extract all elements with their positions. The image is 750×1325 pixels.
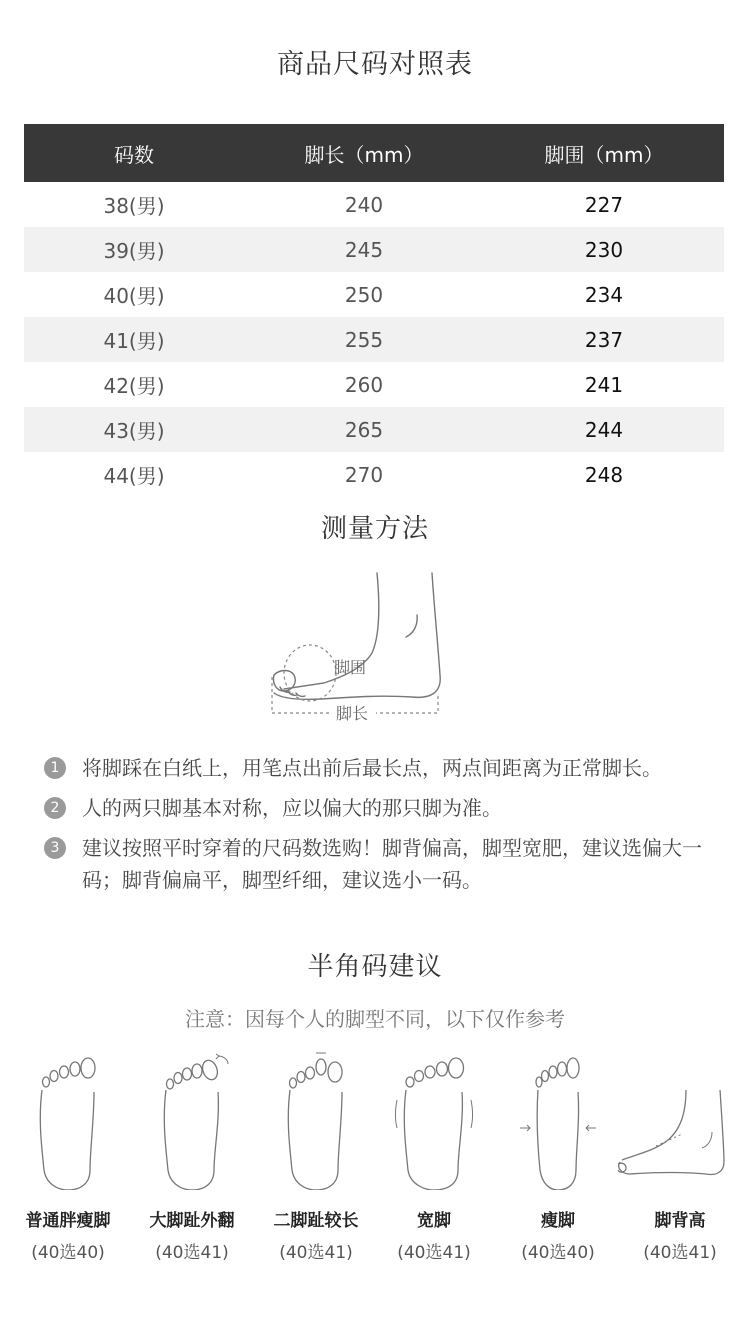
foot-type-item: [6, 1050, 130, 1264]
size-table: [24, 124, 724, 497]
cell-size: 42(男): [103, 374, 165, 398]
table-row: [24, 317, 724, 362]
table-row: [24, 182, 724, 227]
foot-side-view-icon: [262, 565, 452, 725]
foot-type-size: (40选40): [521, 1243, 595, 1263]
foot-type-item: [372, 1050, 496, 1264]
foot-type-item: [496, 1050, 620, 1264]
measure-tips: [44, 752, 734, 904]
foot-type-name: 脚背高: [654, 1211, 706, 1231]
girth-label: 脚围: [334, 660, 367, 677]
foot-type-size: (40选40): [31, 1243, 105, 1263]
cell-size: 38(男): [103, 194, 165, 218]
table-row: [24, 362, 724, 407]
cell-girth: 248: [584, 462, 624, 487]
cell-length: 240: [344, 192, 384, 217]
cell-length: 245: [344, 237, 384, 262]
tip-number-badge: 3: [44, 837, 66, 859]
foot-type-size: (40选41): [279, 1243, 353, 1263]
cell-size: 43(男): [103, 419, 165, 443]
table-row: [24, 227, 724, 272]
cell-length: 255: [344, 327, 384, 352]
foot-type-name: 宽脚: [417, 1211, 451, 1231]
foot-type-name: 普通胖瘦脚: [25, 1211, 111, 1231]
cell-size: 39(男): [103, 239, 165, 263]
cell-length: 265: [344, 417, 384, 442]
normal-foot-icon: [28, 1050, 108, 1190]
cell-girth: 227: [584, 192, 624, 217]
foot-type-item: [130, 1050, 254, 1264]
cell-girth: 237: [584, 327, 624, 352]
tip-number-badge: 2: [44, 797, 66, 819]
cell-girth: 244: [584, 417, 624, 442]
cell-girth: 241: [584, 372, 624, 397]
narrow-foot-icon: [518, 1050, 598, 1190]
bunion-foot-icon: [152, 1050, 232, 1190]
tip-number-badge: 1: [44, 757, 66, 779]
cell-size: 40(男): [103, 284, 165, 308]
half-size-title: 半角码建议: [307, 952, 443, 982]
cell-length: 260: [344, 372, 384, 397]
tip-item: [44, 792, 734, 824]
header-foot-length: 脚长（mm）: [304, 142, 424, 167]
table-row: [24, 452, 724, 497]
table-header: [24, 124, 724, 182]
table-row: [24, 407, 724, 452]
cell-girth: 234: [584, 282, 624, 307]
foot-type-name: 大脚趾外翻: [149, 1211, 235, 1231]
foot-type-item: [618, 1050, 742, 1264]
tip-text: 人的两只脚基本对称，应以偏大的那只脚为准。: [82, 796, 502, 820]
half-size-note: 注意：因每个人的脚型不同，以下仅作参考: [185, 1007, 565, 1031]
measure-diagram: [262, 565, 452, 725]
header-foot-girth: 脚围（mm）: [544, 142, 664, 167]
foot-type-size: (40选41): [155, 1243, 229, 1263]
wide-foot-icon: [394, 1050, 474, 1190]
foot-type-item: [254, 1050, 378, 1264]
tip-item: [44, 752, 734, 784]
tip-text: 建议按照平时穿着的尺码数选购！脚背偏高，脚型宽肥，建议选偏大一码；脚背偏扁平，脚型纤细，建议选小一码。: [82, 836, 702, 892]
tip-item: [44, 832, 734, 896]
length-label: 脚长: [336, 706, 369, 723]
cell-size: 41(男): [103, 329, 165, 353]
foot-type-name: 二脚趾较长: [273, 1211, 359, 1231]
page-title: 商品尺码对照表: [277, 49, 473, 80]
foot-type-size: (40选41): [397, 1243, 471, 1263]
cell-length: 250: [344, 282, 384, 307]
high-instep-foot-icon: [616, 1050, 736, 1190]
header-size: 码数: [114, 142, 154, 167]
table-row: [24, 272, 724, 317]
cell-size: 44(男): [103, 464, 165, 488]
cell-length: 270: [344, 462, 384, 487]
measure-title: 测量方法: [320, 514, 429, 544]
foot-type-size: (40选41): [643, 1243, 717, 1263]
tip-text: 将脚踩在白纸上，用笔点出前后最长点，两点间距离为正常脚长。: [82, 756, 662, 780]
cell-girth: 230: [584, 237, 624, 262]
foot-type-list: [0, 1050, 750, 1280]
long-second-toe-foot-icon: [276, 1050, 356, 1190]
foot-type-name: 瘦脚: [541, 1211, 575, 1231]
